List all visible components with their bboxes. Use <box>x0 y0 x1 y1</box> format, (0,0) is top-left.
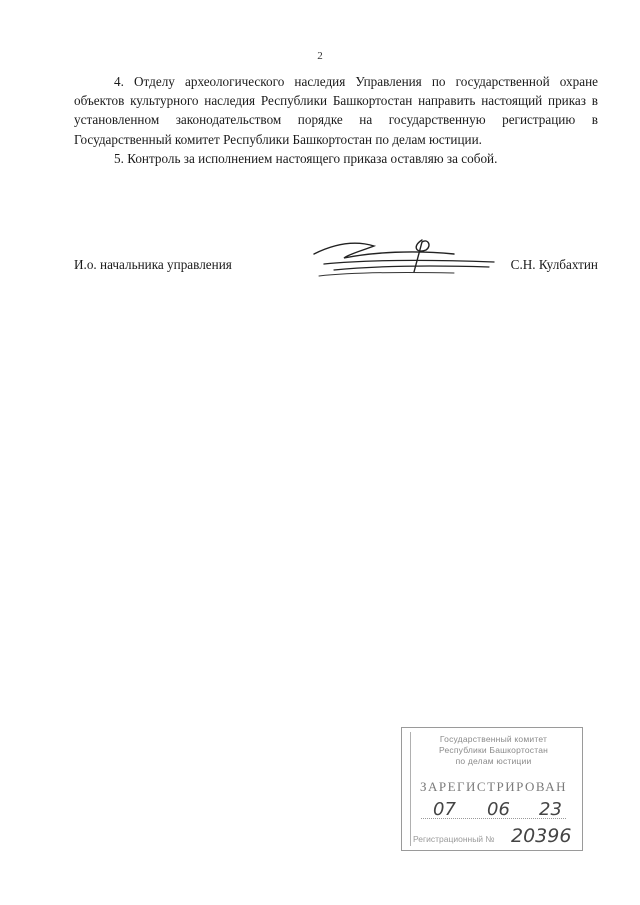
paragraph-5: 5. Контроль за исполнением настоящего приказа оставляю за собой. <box>114 150 498 166</box>
paragraph-4: 4. Отделу археологического наследия Управления по государственной охране объектов культурного наследия Республики Башкортостан направить настоящий приказ в установленном законодательством порядке на государственную регистрацию в Государственный комитет Республики Башкортостан по делам юстиции. <box>74 74 598 147</box>
stamp-date-day: 07 <box>433 799 456 820</box>
signature-block <box>74 250 598 290</box>
handwritten-signature-icon <box>304 232 504 287</box>
stamp-date-year: 23 <box>539 799 562 820</box>
stamp-org-line-1: Государственный комитет <box>439 734 548 744</box>
stamp-org-line-3: по делам юстиции <box>455 756 532 766</box>
stamp-registered-label: ЗАРЕГИСТРИРОВАН <box>419 779 568 794</box>
stamp-date-underline <box>421 818 566 819</box>
stamp-registration <box>411 827 576 851</box>
stamp-reg-label: Регистрационный № <box>413 834 495 844</box>
page-number: 2 <box>317 50 323 62</box>
stamp-reg-number: 20396 <box>511 825 572 847</box>
registration-stamp <box>401 727 583 851</box>
signatory-title: И.о. начальника управления <box>74 257 232 272</box>
document-body <box>74 72 598 168</box>
stamp-org-line-2: Республики Башкортостан <box>438 745 549 755</box>
stamp-date-month: 06 <box>487 799 510 820</box>
stamp-date <box>411 797 576 823</box>
signatory-name: С.Н. Кулбахтин <box>510 257 598 272</box>
